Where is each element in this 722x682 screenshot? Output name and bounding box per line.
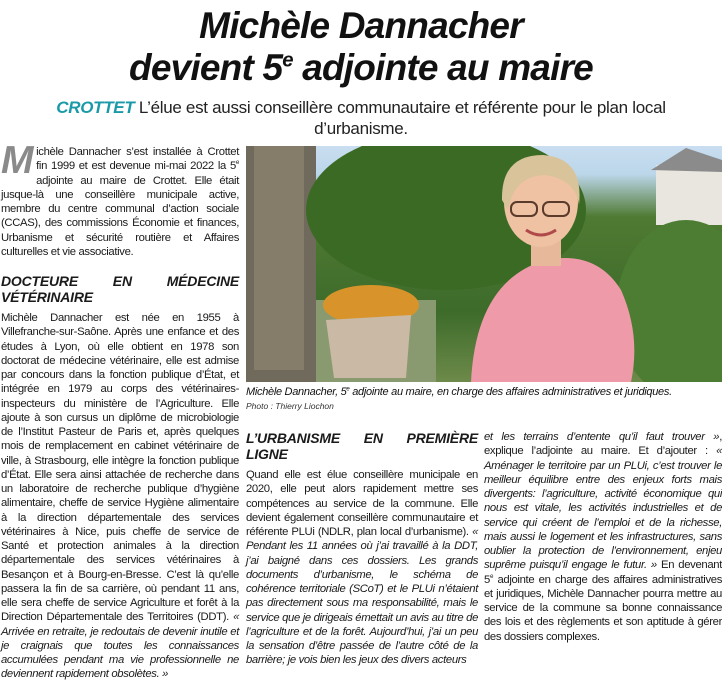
flower-pot [326, 315, 411, 378]
caption-text: Michèle Dannacher, 5 [246, 386, 347, 398]
left-column [1, 139, 239, 682]
section-heading-urbanisme: L’URBANISME EN PREMIÈRE LIGNE [246, 430, 478, 462]
house [656, 165, 722, 225]
quote-text: « Arrivée en retraite, je redoutais de devenir inutile et je craignais que toutes les connaissances accumulées pendant ma vie professionnelle ne deviennent rapidement obsolètes. » [1, 611, 239, 681]
right-area [246, 146, 722, 668]
section2-column-a [246, 430, 478, 668]
superscript: e [346, 386, 350, 393]
section1-paragraph [1, 311, 239, 682]
intro-text: ichèle Dannacher s’est installée à Crottet fin 1999 et est devenue mi-mai 2022 la 5 [36, 146, 239, 173]
quote-text: « Pendant les 11 années où j’ai travaillé à la DDT, j’ai baigné dans ces dossiers. Les grands documents d’urbanisme, le schéma de cohérence territoriale (SCoT) et le PLUi n’étaient pas directement sous ma responsabilité, mais le service que je dirigeais émettait un avis au titre de l’agriculture et de la forêt. Aujourd’hui, j’ai un peu la sensation d’être passée de l’autre côté de la barrière; je vois bien les jeux des divers acteurs [246, 526, 478, 667]
subheadline-text: L’élue est aussi conseillère communautaire et référente pour le plan local d’urbanisme. [138, 98, 666, 138]
kicker: CROTTET [56, 98, 135, 117]
section-heading-veterinaire: DOCTEURE EN MÉDECINE VÉTÉRINAIRE [1, 273, 239, 305]
headline-text: Michèle Dannacher [199, 5, 523, 46]
photo-credit: Photo : Thierry Liochon [246, 401, 334, 411]
house-roof [651, 148, 722, 172]
caption-text: adjointe au maire, en charge des affaires administratives et juridiques. [349, 386, 672, 398]
intro-paragraph [1, 139, 239, 259]
section2-column-b [484, 430, 722, 668]
subheadline [40, 97, 682, 139]
superscript: e [282, 49, 293, 72]
body-text: , explique l’adjointe au maire. Et d’ajouter : [484, 431, 722, 458]
section2-paragraph [246, 468, 478, 668]
intro-text: adjointe au maire de Crottet. Elle était jusque-là une conseillère municipale active, membre du centre communal d’action sociale (CCAS), des commissions Économie et finances, Urbanisme et sécurité routière et Affaires culturelles et vie associative. [1, 174, 239, 258]
headline-line-2 [0, 46, 722, 90]
portrait-photo [246, 146, 722, 382]
dropcap: M [1, 139, 34, 182]
quote-continuation: et les terrains d’entente qu’il faut trouver » [484, 431, 720, 443]
photo-illustration [246, 146, 722, 382]
headline-line-1 [0, 4, 722, 48]
superscript: e [489, 572, 494, 580]
article-columns [246, 430, 722, 668]
photo-caption [246, 386, 722, 399]
body-text: adjointe en charge des affaires administratives et juridiques, Michèle Dannacher pourra mettre au service de la commune sa bonne connaissance des lois et des règlements et son aptitude à gérer des dossiers complexes. [484, 573, 722, 643]
quote-text: « Aménager le territoire par un PLUi, c’est trouver le meilleur équilibre entre des enjeux forts mais divergents: l’agriculture, activité économique qui nous est vitale, les activités industrielles et de service qui créent de l’emploi et de la richesse, mais aussi le logement et les infrastructures, sans oublier la protection de l’environnement, enjeu suprême puisqu’il engage le futur. » [484, 445, 722, 572]
headline-text: devient 5 [129, 47, 283, 88]
superscript: e [235, 159, 239, 167]
body-text: En devenant 5 [484, 559, 722, 586]
stone-pillar-face [254, 146, 304, 370]
headline-text: adjointe au maire [292, 47, 593, 88]
body-text: Michèle Dannacher est née en 1955 à Villefranche-sur-Saône. Après une enfance et des études à Lyon, où elle obtient en 1978 son doctorat de médecine vétérinaire, elle est admise par concours dans la fonction publique d’État, et intégrée en 1979 au corps des vétérinaires-inspecteurs du ministère de l’Agriculture. Elle ajoute à son cursus un diplôme de microbiologie de l’Institut Pasteur de Paris et, après quelques mois de remplacement en cabinet vétérinaire de ville, à Strasbourg, elle intègre la fonction publique d’État. Elle sera ainsi attachée de recherche dans un laboratoire de recherche publique d’hygiène alimentaire, cheffe de service Hygiène alimentaire à la direction départementale des services vétérinaires à Nice, puis cheffe de service de Santé et protection animales à la direction départementale des services vétérinaires à Besançon et à Bourg-en-Bresse. C’est là qu’elle passera la fin de sa carrière, où pendant 11 ans, elle sera cheffe de service Agriculture et forêt à la Direction Départementale des Territoires (DDT). [1, 312, 239, 624]
body-text: Quand elle est élue conseillère municipale en 2020, elle peut alors rapidement mettre ses compétences au service de la commune. Elle devient également conseillère communautaire et référente PLUi (NDLR, plan local d’urbanisme). [246, 469, 478, 538]
section2-continuation [484, 430, 722, 644]
